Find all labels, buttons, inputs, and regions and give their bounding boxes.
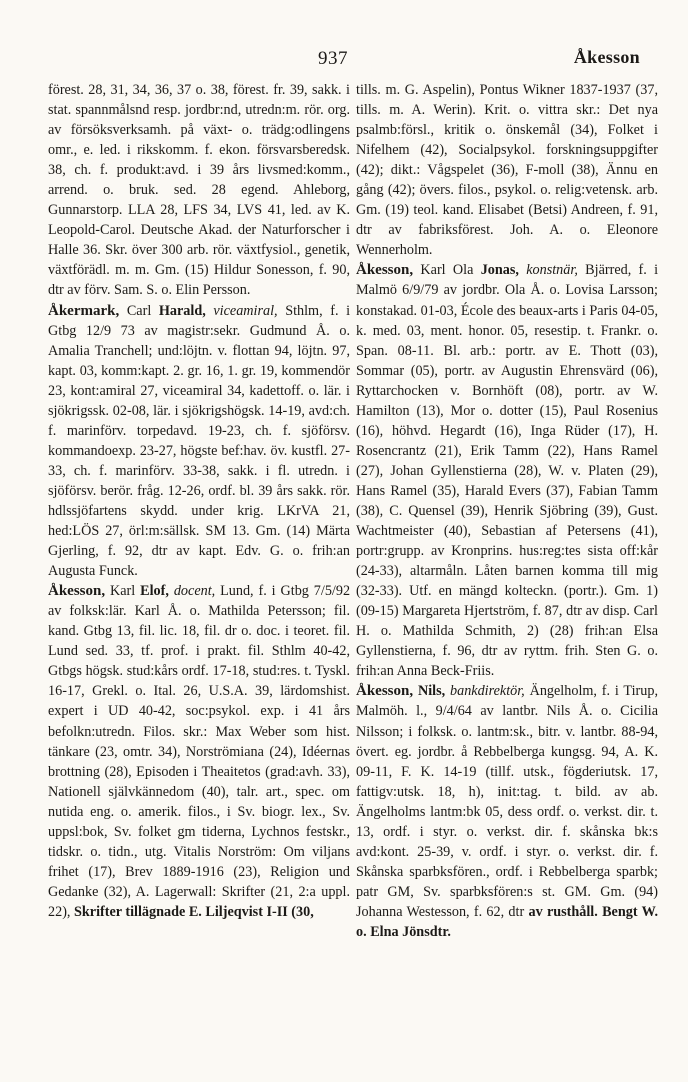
entry-akesson-elof bbox=[48, 581, 350, 922]
entry-call-name: Harald, bbox=[158, 302, 206, 319]
right-column bbox=[356, 80, 658, 942]
entry-text: Lund, f. i Gtbg 7/5/92 av folksk:lär. Karl Å. o. Mathilda Petersson; fil. kand. Gtbg 13, fil. lic. 18, fil. dr o. doc. i teoret. fil. Lund sed. 33, tf. prof. i prakt. fil. Sthlm 40-42, Gtbgs högsk. stud:kårs ordf. 17-18, stud:res. t. Tyskl. 16-17, Grekl. o. Ital. 26, U.S.A. 39, lärdomshist. expert i UD 40-42, soc:psykol. exp. i 41 års befolkn:utredn. Filos. skr.: Max Weber som hist. tänkare (23, omtr. 34), Norströmiana (24), Idéernas brottning (28), Episoden i Theaitetos (grad:avh. 33), Nationell självkännedom (40), talr. art., spec. om nutida eng. o. amerik. filos., i Sv. biogr. lex., Sv. uppsl:bok, Sv. folket gm tiderna, Lychnos festskr., tidskr. o. tidn., utg. Vitalis Norström: Om viljans frihet (17), Brev 1889-1916 (23), Religion und Gedanke (32), A. Lagerwall: Skrifter (21, 2:a uppl. 22), bbox=[48, 583, 351, 920]
entry-text: tills. m. G. Aspelin), Pontus Wikner 1837-1937 (37, tills. m. A. Werin). Krit. o. vittra skr.: Det nya psalmb:försl., kritik o. önskemål (34), Folket i Nifelhem (42), Socialpsykol. forskningsuppgifter (42); dikt.: Vågspelet (36), F-moll (38), Ännu en gång (42); övers. filos., psykol. o. relig:vetensk. arb. Gm. (19) teol. kand. Elisabet (Betsi) Andreen, f. 91, dtr av fabriksförest. Joh. A. o. Eleonore Wennerholm. bbox=[356, 82, 658, 259]
entry-text: Sthlm, f. i Gtbg 12/9 73 av magistr:sekr. Gudmund Å. o. Amalia Tranchell; und:löjtn. v. flottan 94, löjtn. 97, kapt. 03, komm:kapt. 2. gr. 16, 1. gr. 19, kommendör 23, kont:amiral 27, viceamiral 34, kadettoff. o. lär. i sjökrigssk. 02-08, lär. i sjökrigshögsk. 14-19, avd:ch. f. marinförv. torpedavd. 19-23, ch. f. sjöförsv. kommandoexp. 23-27, högste bef:hav. öv. kustfl. 27-33, ch. f. marinförv. 33-38, sakk. i fl. utredn. i sjöförsv. berör. fråg. 12-26, ordf. bl. 39 års sakk. rör. hdlssjöfartens skydd. under krig. LKrVA 21, hed:LÖS 27, örl:m:sällsk. SM 13. Gm. (14) Märta Gjerling, f. 92, dtr av kapt. Edv. G. o. frih:an Augusta Funck. bbox=[48, 302, 351, 580]
entry-akesson-nils bbox=[356, 681, 658, 942]
entry-given-name: Karl Ola bbox=[420, 262, 474, 279]
entry-headword: Åkesson, bbox=[48, 583, 106, 600]
entry-continuation bbox=[356, 80, 658, 260]
entry-occupation: bankdirektör, bbox=[450, 683, 525, 700]
entry-headword: Åkermark, bbox=[48, 302, 120, 319]
entry-text: Bjärred, f. i Malmö 6/9/79 av jordbr. Ola Å. o. Lovisa Larsson; konstakad. 01-03, École des beaux-arts i Paris 04-05, k. med. 03, ment. honor. 05, resestip. t. Frankr. o. Span. 08-11. Bl. arb.: portr. av E. Thott (03), Sommar (05), portr. av Augustin Ehrensvärd (06), Ryttarchocken v. Bornhöft (08), portr. av W. Hamilton (13), Mor o. dotter (15), Paul Rosenius (16), höhvd. Hegardt (16), Inga Rüder (17), H. Rosencrantz (21), Erik Tamm (22), Hans Ramel (27), Johan Gyllenstierna (28), W. v. Platen (29), Hans Ramel (35), Harald Evers (37), Fabian Tamm (38), C. Quensel (39), Henrik Sjöbring (39), Gust. Wachtmeister (40), Sebastian af Petersens (41), portr:grupp. av Kronprins. hus:reg:tes sista off:kår (24-33), altarmåln. Låten barnen komma till mig (32-33). Utf. en mängd kolteckn. (portr.). Gm. 1) (09-15) Margareta Hjertström, f. 87, dtr av disp. Carl H. o. Mathilda Schmith, 2) (28) frih:an Elsa Gyllenstierna, f. 96, dtr av ryttm. frih. Sten G. o. frih:an Anna Beck-Friis. bbox=[356, 262, 659, 680]
entry-akermark-harald bbox=[48, 301, 350, 582]
entry-text: Ängelholm, f. i Tirup, Malmöh. l., 9/4/64 av lantbr. Nils Å. o. Cicilia Nilsson; i folksk. o. lantm:sk., bitr. v. lantbr. 88-94, övert. eg. jordbr. å Rebbelberga kungsg. 94, A. K. 09-11, F. K. 14-19 (tillf. utsk., fögderiutsk. 17, fattigv:utsk. 18, h), init:tag. t. bild. av ab. Ängelholms lantm:bk 05, dess ordf. o. verkst. dir. t. 13, ordf. i styr. o. verkst. dir. f. skånska bk:s avd:kont. 25-39, v. ordf. i styr. o. verkst. dir. f. Skånska sparbksfören., ordf. i Rebbelberga sparbk; patr GM, Sv. sparbksfören:s st. GM. Gm. (94) Johanna Westesson, f. 62, dtr bbox=[356, 683, 659, 920]
entry-occupation: viceamiral, bbox=[213, 302, 278, 319]
entry-text-bold: Skrifter tillägnade E. Liljeqvist I-II (30, bbox=[74, 903, 314, 920]
entry-text: förest. 28, 31, 34, 36, 37 o. 38, förest. fr. 39, sakk. i stat. spannmålsnd resp. jordbr:nd, utredn:m. rör. org. av försöksverksamh. på växt- o. trädg:odlingens omr., e. led. i rikskomm. f. ekon. försvarsberedsk. 38, ch. f. produkt:avd. i 39 års livsmed:komm., arrend. o. bruk. sed. 28 egend. Ahleborg, Gunnarstorp. LLA 28, LFS 34, LVS 41, led. av K. Leopold-Carol. Deutsche Akad. der Naturforscher i Halle 36. Skr. över 300 arb. rör. växtfysiol., genetik, växtförädl. m. m. Gm. (15) Hildur Sonesson, f. 90, dtr av förv. Sam. S. o. Elin Persson. bbox=[48, 82, 350, 299]
entry-continuation bbox=[48, 80, 350, 301]
entry-occupation: docent, bbox=[173, 583, 216, 600]
entry-call-name: Jonas, bbox=[480, 262, 519, 279]
running-head: Åkesson bbox=[573, 47, 640, 67]
entry-given-name: Carl bbox=[126, 302, 152, 319]
entry-headword: Åkesson, bbox=[356, 262, 414, 279]
entry-occupation: konstnär, bbox=[526, 262, 578, 279]
left-column bbox=[48, 80, 350, 922]
entry-call-name: Nils, bbox=[417, 683, 446, 700]
entry-headword: Åkesson, bbox=[356, 683, 414, 700]
page-header bbox=[0, 44, 688, 72]
entry-text-bold: av rusthåll. Bengt W. o. Elna Jönsdtr. bbox=[356, 903, 658, 940]
entry-call-name: Elof, bbox=[140, 583, 169, 600]
page-number: 937 bbox=[318, 48, 348, 69]
entry-akesson-jonas bbox=[356, 260, 658, 681]
entry-given-name: Karl bbox=[110, 583, 136, 600]
